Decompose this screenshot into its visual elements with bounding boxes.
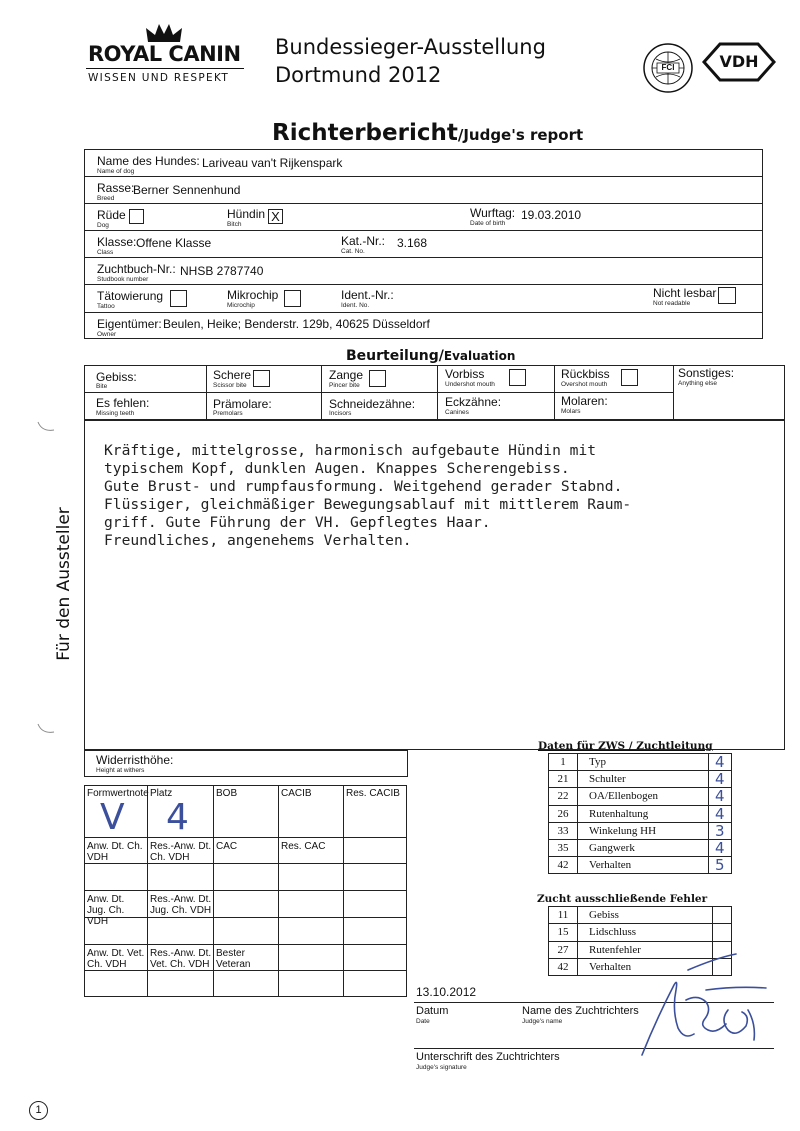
ch-vdh-label: Anw. Dt. Ch. VDH [87, 841, 143, 863]
bob-header: BOB [216, 788, 238, 799]
microchip-label: Mikrochip [227, 288, 279, 302]
dog-name-value: Lariveau van't Rijkenspark [202, 156, 343, 170]
female-label: Hündin [227, 207, 266, 221]
zws-label: Winkelung HH [589, 825, 657, 837]
zws-no: 21 [557, 773, 569, 785]
page-title [272, 120, 583, 146]
zws-label: Typ [589, 756, 606, 768]
fault-no: 11 [557, 909, 569, 921]
zws-score: 4 [715, 839, 725, 857]
fault-label: Rutenfehler [589, 944, 641, 956]
punch-hole-top [36, 420, 56, 434]
res-ch-vdh-label: Res.-Anw. Dt. Ch. VDH [150, 841, 212, 863]
punch-hole-bottom [36, 722, 56, 736]
report-line-6: Freundliches, angenehems Verhalten. [104, 532, 412, 549]
res-jug-ch-vdh-label: Res.-Anw. Dt. Jug. Ch. VDH [150, 894, 212, 916]
fault-label: Verhalten [589, 961, 632, 973]
scissor-label: Schere [213, 368, 252, 382]
catalogue-value: 3.168 [397, 236, 428, 250]
brand-tagline: WISSEN UND RESPEKT [88, 72, 230, 84]
zws-score: 4 [715, 753, 725, 771]
res-cac-label: Res. CAC [281, 841, 326, 852]
grade-value: V [100, 797, 125, 838]
female-checkbox[interactable]: X [268, 209, 283, 224]
cac-label: CAC [216, 841, 238, 852]
cacib-header: CACIB [281, 788, 312, 799]
best-veteran-label: Bester Veteran [216, 948, 251, 970]
pincer-label: Zange [329, 368, 364, 382]
report-line-2: typischem Kopf, dunklen Augen. Knappes Scherengebiss. [104, 460, 570, 477]
zws-no: 26 [557, 808, 569, 820]
fci-label: FCI [661, 63, 675, 72]
tattoo-label: Tätowierung [97, 289, 164, 303]
unreadable-label: Nicht lesbar [653, 286, 717, 300]
report-line-3: Gute Brust- und rumpfausformung. Weitgehend gerader Stabnd. [104, 478, 623, 495]
zws-no: 35 [557, 842, 569, 854]
breed-value: Berner Sennenhund [133, 183, 241, 197]
zws-no: 33 [557, 825, 569, 837]
molars-label: Molaren: [561, 394, 608, 408]
zws-score: 4 [715, 805, 725, 823]
breed-label: Rasse: [97, 181, 135, 195]
place-value: 4 [166, 797, 189, 838]
catalogue-label: Kat.-Nr.: [341, 234, 386, 248]
place-header: Platz [150, 788, 173, 799]
missing-teeth-label: Es fehlen: [96, 396, 150, 410]
undershot-checkbox[interactable] [509, 369, 526, 386]
whelped-value: 19.03.2010 [521, 208, 582, 222]
pincer-checkbox[interactable] [369, 370, 386, 387]
zws-label: Schulter [589, 773, 626, 785]
premolars-label: Prämolare: [213, 397, 272, 411]
incisors-label: Schneidezähne: [329, 397, 416, 411]
other-label: Sonstiges: [678, 366, 735, 380]
zws-label: Gangwerk [589, 842, 635, 854]
zws-no: 22 [557, 790, 569, 802]
report-line-5: griff. Gute Führung der VH. Gepflegtes Haar. [104, 514, 491, 531]
ident-label: Ident.-Nr.: [341, 288, 394, 302]
zws-no: 1 [560, 756, 566, 768]
jug-ch-vdh-label: Anw. Dt. Jug. Ch. VDH [87, 894, 125, 927]
fault-no: 27 [557, 944, 569, 956]
male-label: Rüde [97, 208, 126, 222]
class-value: Offene Klasse [136, 236, 212, 250]
exhibitor-side-label: Für den Aussteller [54, 507, 74, 661]
dog-name-label: Name des Hundes: [97, 154, 200, 168]
report-line-4: Flüssiger, gleichmäßiger Bewegungsablauf mit mittlerem Raum- [104, 496, 632, 513]
overshot-label: Rückbiss [561, 367, 610, 381]
tattoo-checkbox[interactable] [170, 290, 187, 307]
event-title-line2: Dortmund 2012 [275, 63, 442, 87]
male-checkbox[interactable] [129, 209, 144, 224]
zws-score: 5 [715, 856, 725, 874]
faults-title: Zucht ausschließende Fehler [537, 893, 708, 905]
fci-logo [642, 42, 694, 94]
zws-label: Rutenhaltung [589, 808, 649, 820]
undershot-label: Vorbiss [445, 367, 485, 381]
signature-label: Unterschrift des Zuchtrichters [416, 1051, 560, 1063]
zws-no: 42 [557, 859, 569, 871]
date-label: Datum [416, 1005, 449, 1017]
page-number: 1 [29, 1101, 48, 1120]
fault-label: Lidschluss [589, 926, 637, 938]
brand-name: ROYAL CANIN [88, 42, 241, 66]
evaluation-title: Beurteilung/Evaluation [346, 348, 516, 364]
whelped-label: Wurftag: [470, 206, 516, 220]
class-label: Klasse: [97, 235, 137, 249]
res-vet-ch-vdh-label: Res.-Anw. Dt. Vet. Ch. VDH [150, 948, 212, 970]
zws-title: Daten für ZWS / Zuchtleitung [538, 740, 713, 752]
zws-label: OA/Ellenbogen [589, 790, 659, 802]
report-line-1: Kräftige, mittelgrosse, harmonisch aufgebaute Hündin mit [104, 442, 597, 459]
event-title-line1: Bundessieger-Ausstellung [275, 35, 546, 59]
microchip-checkbox[interactable] [284, 290, 301, 307]
royal-canin-logo [82, 22, 252, 88]
studbook-label: Zuchtbuch-Nr.: [97, 262, 176, 276]
owner-label: Eigentümer: [97, 317, 162, 331]
res-cacib-header: Res. CACIB [346, 788, 400, 799]
grade-header: Formwertnote [87, 788, 149, 799]
vdh-label: VDH [719, 52, 759, 71]
zws-score: 4 [715, 787, 725, 805]
title-main: Richterbericht [272, 120, 458, 146]
owner-value: Beulen, Heike; Benderstr. 129b, 40625 Düsseldorf [163, 317, 430, 331]
bite-label: Gebiss: [96, 370, 137, 384]
withers-label: Widerristhöhe: [96, 753, 174, 767]
vdh-logo [702, 42, 776, 82]
scissor-checkbox[interactable] [253, 370, 270, 387]
studbook-value: NHSB 2787740 [180, 264, 264, 278]
fault-no: 15 [557, 926, 569, 938]
date-value: 13.10.2012 [416, 985, 477, 999]
overshot-checkbox[interactable] [621, 369, 638, 386]
zws-label: Verhalten [589, 859, 632, 871]
unreadable-checkbox[interactable] [718, 287, 736, 304]
zws-score: 3 [715, 822, 725, 840]
canines-label: Eckzähne: [445, 395, 502, 409]
title-sub: /Judge's report [457, 126, 584, 144]
fault-no: 42 [557, 961, 569, 973]
vet-ch-vdh-label: Anw. Dt. Vet. Ch. VDH [87, 948, 145, 970]
fault-label: Gebiss [589, 909, 619, 921]
crown-icon [144, 22, 184, 44]
judge-signature [636, 950, 776, 1060]
zws-score: 4 [715, 770, 725, 788]
judge-name-label: Name des Zuchtrichters [522, 1005, 639, 1017]
